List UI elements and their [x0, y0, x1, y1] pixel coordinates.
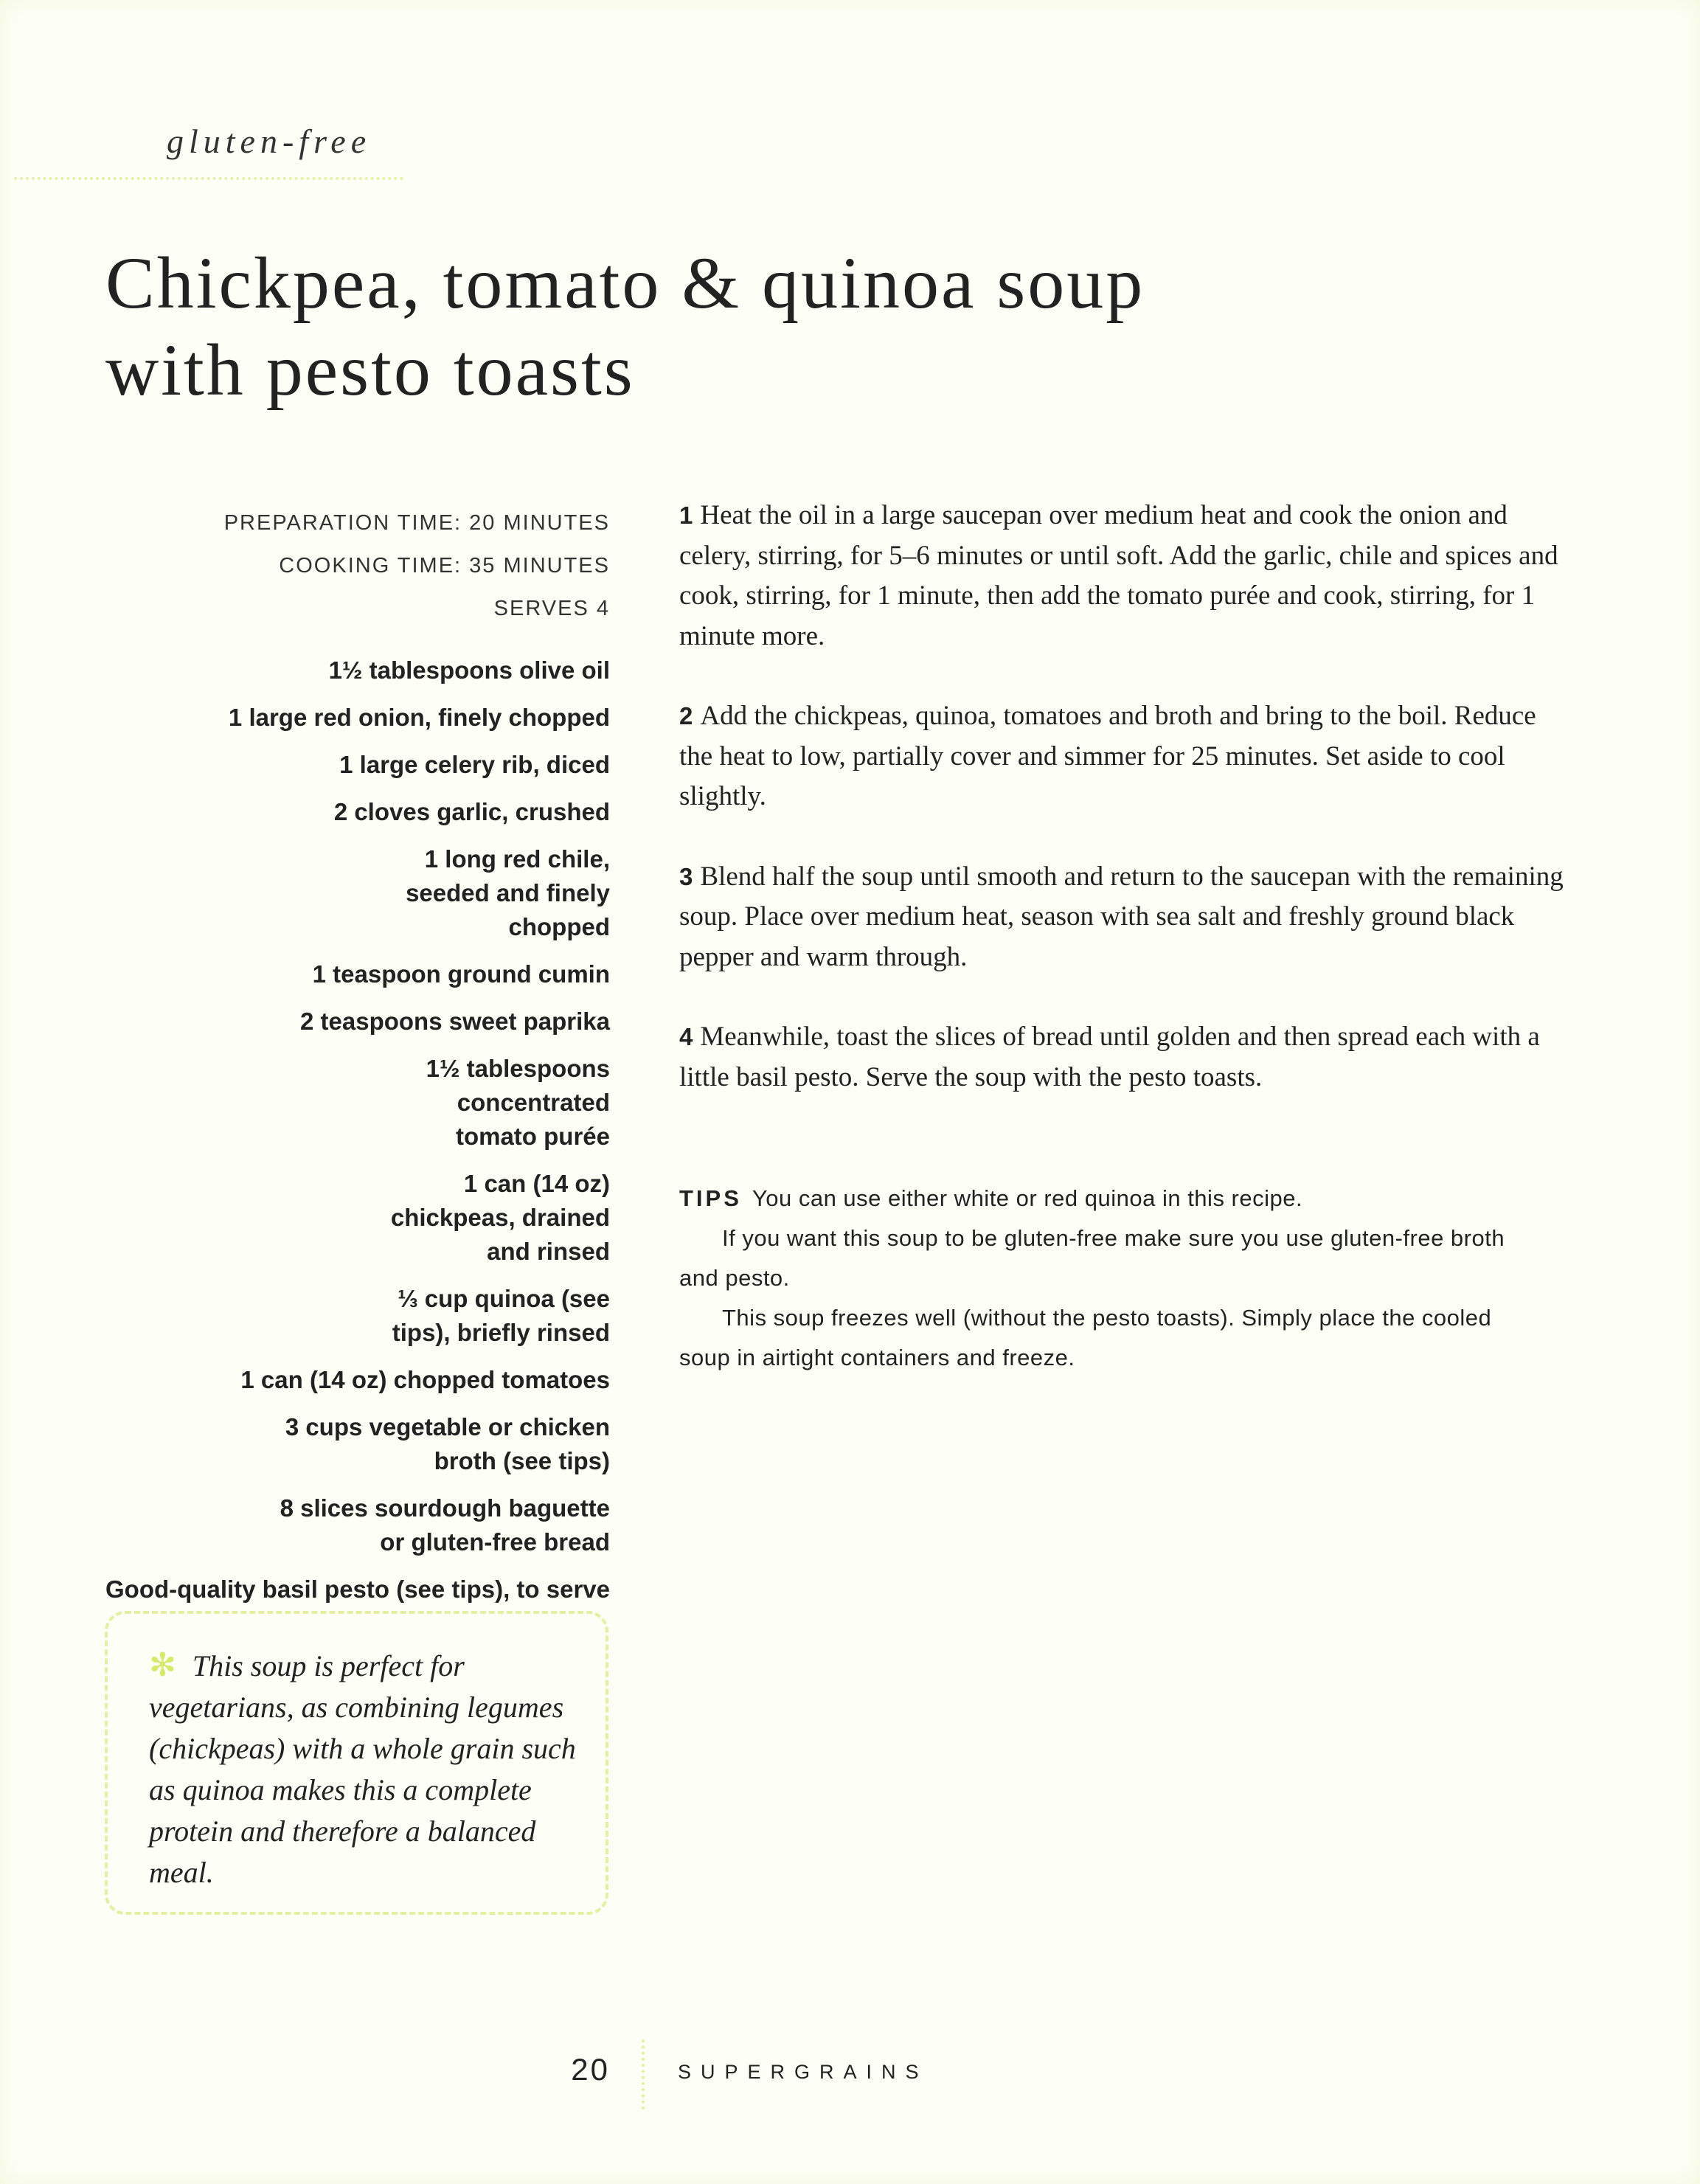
tip-text: This soup freezes well (without the pesto toasts). Simply place the cooled soup in airtight containers and freeze. [679, 1305, 1492, 1370]
step-text: Add the chickpeas, quinoa, tomatoes and broth and bring to the boil. Reduce the heat to low, partially cover and simmer for 25 minutes. Set aside to cool slightly. [679, 701, 1536, 811]
step-number: 2 [679, 702, 693, 729]
category-tag: gluten-free [167, 122, 372, 160]
tip-text: You can use either white or red quinoa in this recipe. [752, 1185, 1303, 1211]
tip [679, 1218, 1535, 1298]
ingredient-item: ⅓ cup quinoa (see tips), briefly rinsed [392, 1285, 610, 1346]
tip [679, 1298, 1535, 1378]
step [679, 496, 1564, 656]
ingredient-item: 1 large red onion, finely chopped [228, 704, 610, 731]
ingredient-item: 2 teaspoons sweet paprika [300, 1008, 610, 1035]
note-text-block [149, 1645, 576, 1893]
tip-text: If you want this soup to be gluten-free make sure you use gluten-free broth and pesto. [679, 1225, 1505, 1291]
cooking-time: COOKING TIME: 35 MINUTES [279, 554, 610, 578]
ingredient-item: Good-quality basil pesto (see tips), to serve [105, 1575, 610, 1603]
recipe-title [105, 240, 1145, 414]
tips-label: TIPS [679, 1185, 742, 1211]
ingredient-item: 1½ tablespoons concentrated tomato purée [426, 1055, 610, 1150]
ingredient-list [94, 654, 610, 1620]
step [679, 857, 1564, 978]
page-number: 20 [571, 2052, 610, 2087]
ingredient-item: 1 long red chile, seeded and finely chopped [406, 845, 610, 940]
ingredient-item: 1 can (14 oz) chopped tomatoes [240, 1366, 610, 1393]
recipe-meta [224, 502, 610, 630]
step-number: 4 [679, 1023, 693, 1050]
ingredient-item: 2 cloves garlic, crushed [333, 798, 610, 825]
preparation-time: PREPARATION TIME: 20 MINUTES [223, 511, 610, 535]
step-text: Blend half the soup until smooth and return to the saucepan with the remaining soup. Place over medium heat, season with sea salt and freshly ground black pepper and warm through. [679, 861, 1564, 972]
step-text: Meanwhile, toast the slices of bread until golden and then spread each with a little basil pesto. Serve the soup with the pesto toasts. [679, 1022, 1540, 1092]
ingredient-item: 1½ tablespoons olive oil [328, 656, 610, 684]
asterisk-icon: ✻ [149, 1647, 176, 1683]
title-line-1: Chickpea, tomato & quinoa soup [105, 242, 1145, 324]
step [679, 696, 1564, 817]
step-number: 3 [679, 862, 693, 890]
tag-divider [14, 177, 403, 180]
ingredient-item: 8 slices sourdough baguette or gluten-free bread [280, 1494, 610, 1556]
note-text: This soup is perfect for vegetarians, as combining legumes (chickpeas) with a whole grain such as quinoa makes this a complete protein and therefore a balanced meal. [149, 1649, 576, 1889]
nutrition-note-box [105, 1611, 608, 1915]
ingredient-item: 1 large celery rib, diced [339, 751, 610, 778]
ingredient-item: 1 can (14 oz) chickpeas, drained and rinsed [390, 1170, 610, 1265]
footer-divider [642, 2039, 645, 2110]
tips-section [679, 1179, 1535, 1378]
step [679, 1017, 1564, 1098]
tip [679, 1179, 1535, 1218]
title-line-2: with pesto toasts [105, 329, 635, 411]
step-number: 1 [679, 502, 693, 529]
section-name: SUPERGRAINS [678, 2061, 929, 2083]
step-text: Heat the oil in a large saucepan over medium heat and cook the onion and celery, stirring, for 5–6 minutes or until soft. Add the garlic, chile and spices and cook, stirring, for 1 minute, then add the tomato purée and cook, stirring, for 1 minute more. [679, 500, 1558, 651]
ingredient-item: 3 cups vegetable or chicken broth (see tips) [285, 1413, 610, 1474]
serves: SERVES 4 [493, 597, 610, 620]
method-steps [679, 496, 1564, 1137]
ingredient-item: 1 teaspoon ground cumin [312, 960, 610, 988]
